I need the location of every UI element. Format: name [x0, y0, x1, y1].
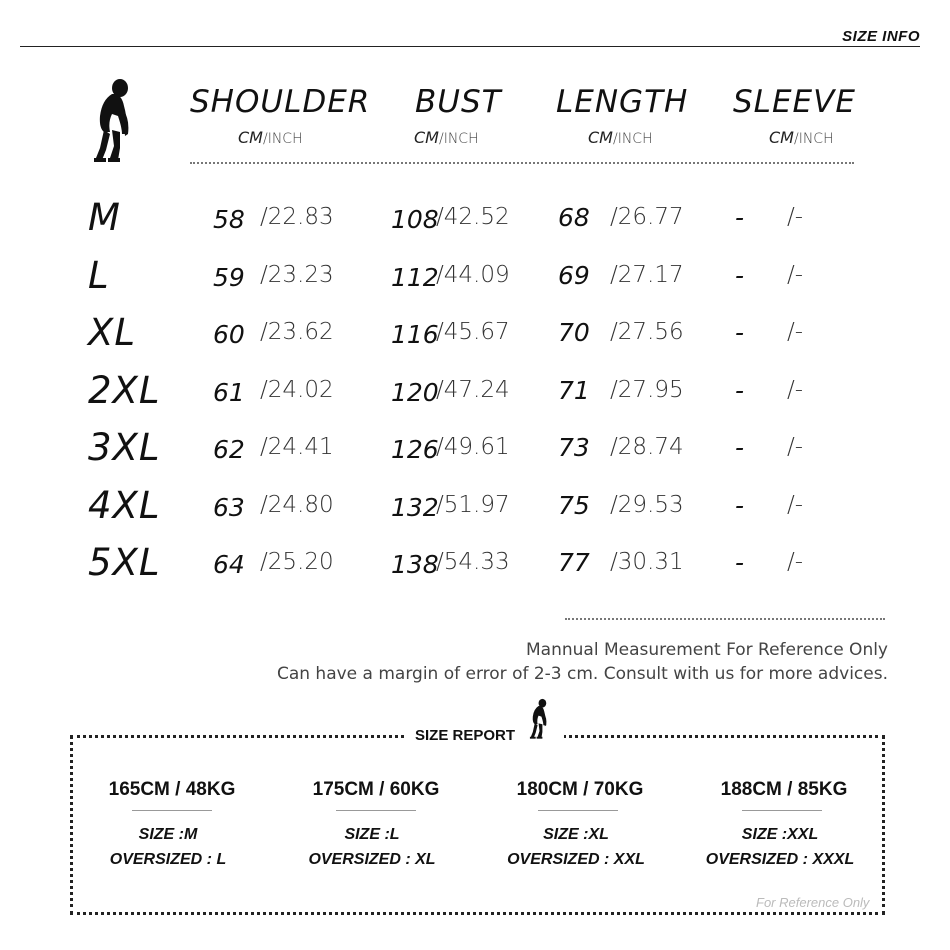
notes-dotted-divider	[565, 618, 885, 620]
length-inch: /28.74	[610, 434, 684, 460]
column-title-shoulder: SHOULDER	[190, 84, 371, 120]
bust-inch: /42.52	[436, 204, 510, 230]
size-label: 4XL	[88, 484, 161, 527]
shoulder-inch: /22.83	[260, 204, 334, 230]
sleeve-cm: -	[735, 433, 745, 462]
sleeve-cm: -	[735, 491, 745, 520]
size-label: 2XL	[88, 369, 161, 412]
hunched-figure-icon	[90, 78, 140, 164]
shoulder-inch: /23.23	[260, 262, 334, 288]
report-size: SIZE :XXL	[741, 826, 819, 843]
report-height-weight: 180CM / 70KG	[516, 779, 644, 800]
length-cm: 73	[558, 433, 590, 462]
length-cm: 75	[558, 491, 590, 520]
shoulder-cm: 63	[213, 493, 245, 522]
sleeve-inch: /-	[787, 549, 804, 575]
sleeve-inch: /-	[787, 204, 804, 230]
sleeve-inch: /-	[787, 262, 804, 288]
length-inch: /29.53	[610, 492, 684, 518]
report-divider	[742, 810, 822, 811]
sleeve-cm: -	[735, 203, 745, 232]
length-inch: /26.77	[610, 204, 684, 230]
report-oversized: OVERSIZED : XL	[308, 851, 436, 868]
bust-inch: /47.24	[436, 377, 510, 403]
report-divider	[132, 810, 212, 811]
shoulder-inch: /24.41	[260, 434, 334, 460]
bust-cm: 116	[391, 320, 439, 349]
column-title-bust: BUST	[415, 84, 502, 120]
sleeve-cm: -	[735, 548, 745, 577]
column-title-length: LENGTH	[556, 84, 689, 120]
size-label: 3XL	[88, 426, 161, 469]
length-cm: 69	[558, 261, 590, 290]
bust-inch: /49.61	[436, 434, 510, 460]
shoulder-inch: /23.62	[260, 319, 334, 345]
bust-inch: /44.09	[436, 262, 510, 288]
header-dotted-divider	[190, 162, 854, 164]
hunched-figure-icon	[528, 696, 552, 742]
shoulder-cm: 64	[213, 550, 245, 579]
bust-cm: 138	[391, 550, 439, 579]
size-label: M	[88, 196, 121, 239]
sleeve-inch: /-	[787, 319, 804, 345]
reference-footnote: For Reference Only	[756, 895, 870, 910]
sleeve-cm: -	[735, 376, 745, 405]
report-oversized: OVERSIZED : XXL	[507, 851, 645, 868]
bust-cm: 120	[391, 378, 439, 407]
unit-shoulder: CM/INCH	[238, 128, 303, 147]
length-cm: 71	[558, 376, 590, 405]
shoulder-inch: /24.80	[260, 492, 334, 518]
unit-sleeve: CM/INCH	[769, 128, 834, 147]
bust-inch: /51.97	[436, 492, 510, 518]
report-oversized: OVERSIZED : XXXL	[705, 851, 855, 868]
shoulder-inch: /24.02	[260, 377, 334, 403]
size-report-box	[70, 735, 885, 915]
length-cm: 77	[558, 548, 590, 577]
unit-length: CM/INCH	[588, 128, 653, 147]
shoulder-cm: 58	[213, 205, 245, 234]
column-title-sleeve: SLEEVE	[733, 84, 856, 120]
bust-cm: 112	[391, 263, 439, 292]
margin-note: Can have a margin of error of 2-3 cm. Consult with us for more advices.	[276, 664, 888, 684]
unit-bust: CM/INCH	[414, 128, 479, 147]
length-cm: 68	[558, 203, 590, 232]
size-report-title: SIZE REPORT	[415, 727, 516, 744]
size-label: XL	[88, 311, 136, 354]
report-size: SIZE :M	[138, 826, 198, 843]
shoulder-inch: /25.20	[260, 549, 334, 575]
report-height-weight: 188CM / 85KG	[720, 779, 848, 800]
report-size: SIZE :L	[344, 826, 400, 843]
bust-inch: /45.67	[436, 319, 510, 345]
header-divider	[20, 46, 920, 47]
size-label: 5XL	[88, 541, 161, 584]
report-size: SIZE :XL	[543, 826, 609, 843]
report-height-weight: 175CM / 60KG	[312, 779, 440, 800]
bust-cm: 126	[391, 435, 439, 464]
bust-cm: 132	[391, 493, 439, 522]
measurement-note: Mannual Measurement For Reference Only	[526, 640, 888, 660]
shoulder-cm: 62	[213, 435, 245, 464]
sleeve-inch: /-	[787, 434, 804, 460]
sleeve-cm: -	[735, 261, 745, 290]
length-inch: /27.56	[610, 319, 684, 345]
length-inch: /30.31	[610, 549, 684, 575]
sleeve-inch: /-	[787, 377, 804, 403]
size-info-title: SIZE INFO	[842, 28, 920, 45]
size-label: L	[88, 254, 110, 297]
shoulder-cm: 60	[213, 320, 245, 349]
report-oversized: OVERSIZED : L	[109, 851, 227, 868]
shoulder-cm: 61	[213, 378, 245, 407]
shoulder-cm: 59	[213, 263, 245, 292]
bust-cm: 108	[391, 205, 439, 234]
sleeve-cm: -	[735, 318, 745, 347]
report-height-weight: 165CM / 48KG	[108, 779, 236, 800]
sleeve-inch: /-	[787, 492, 804, 518]
length-inch: /27.95	[610, 377, 684, 403]
report-divider	[336, 810, 416, 811]
report-divider	[538, 810, 618, 811]
bust-inch: /54.33	[436, 549, 510, 575]
length-inch: /27.17	[610, 262, 684, 288]
length-cm: 70	[558, 318, 590, 347]
